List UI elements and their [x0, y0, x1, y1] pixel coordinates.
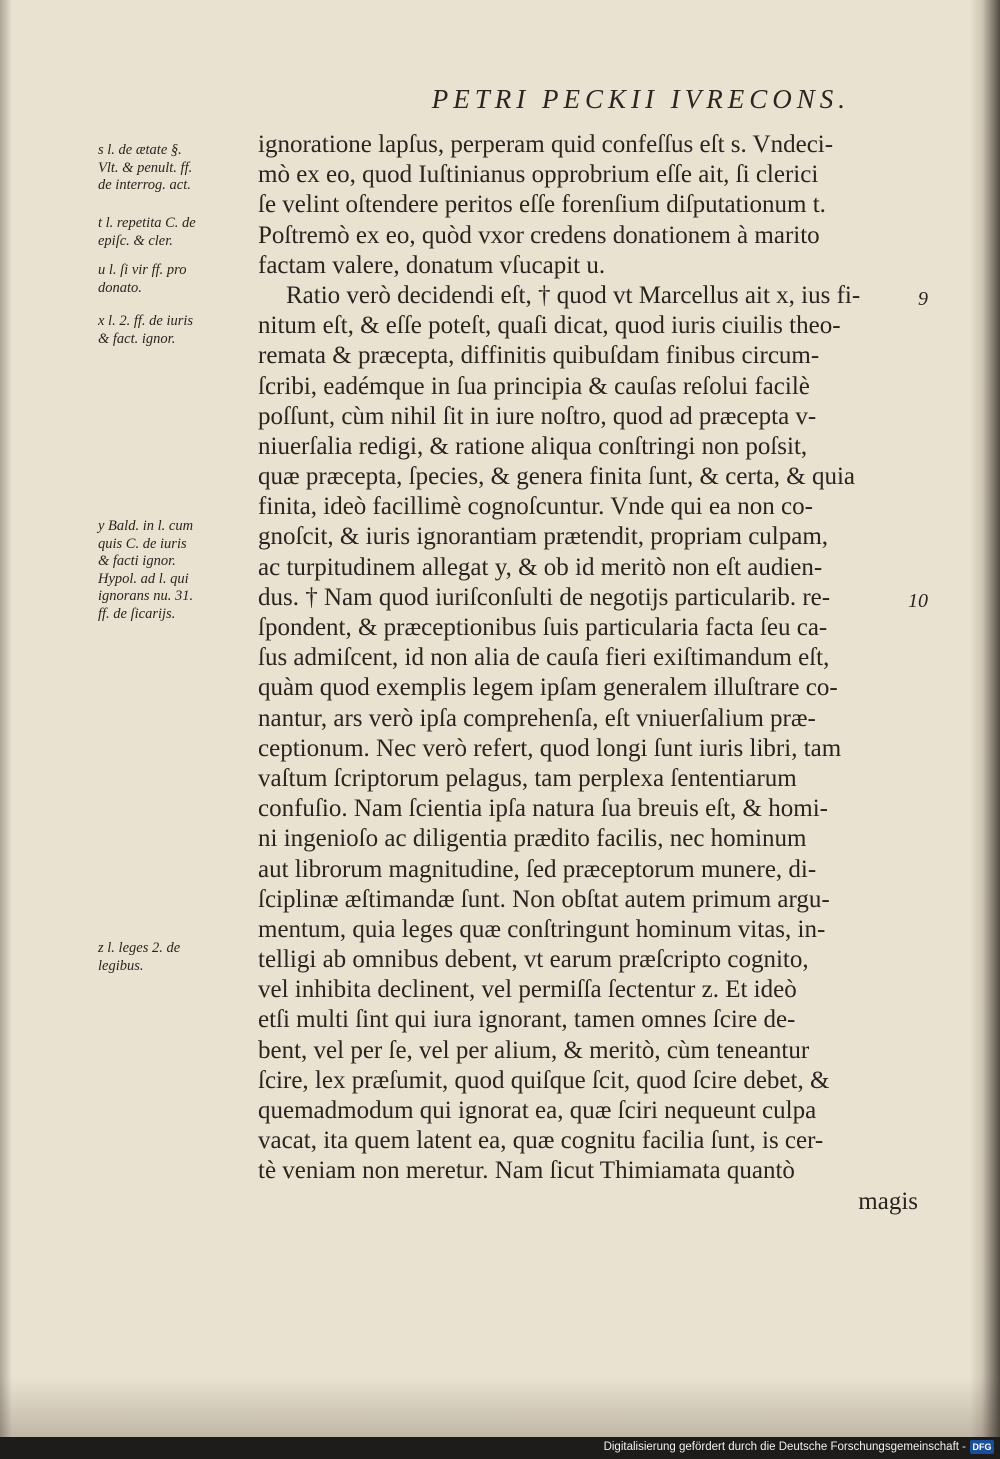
page-bottom-shadow: [0, 1377, 1000, 1437]
text-line: mò ex eo, quod Iuſtinianus opprobrium eſſe ait, ſi clerici: [258, 161, 819, 189]
text-line: quàm quod exemplis legem ipſam generalem illuſtrare co-: [258, 674, 838, 702]
text-line: Ratio verò decidendi eſt, † quod vt Marcellus ait x, ius fi-: [286, 281, 861, 309]
marginal-note-line: s l. de ætate §.: [98, 142, 182, 158]
text-line: finita, ideò facillimè cognoſcuntur. Vnde qui ea non co-: [258, 493, 813, 521]
text-line: ceptionum. Nec verò refert, quod longi ſunt iuris libri, tam: [258, 734, 842, 762]
marginal-note-line: x l. 2. ff. de iuris: [98, 313, 194, 329]
marginal-note-line: epiſc. & cler.: [98, 232, 173, 249]
text-line: ſcribi, eadémque in ſua principia & cauſas reſolui facilè: [258, 372, 810, 400]
text-line: quemadmodum qui ignorat ea, quæ ſciri nequeunt culpa: [258, 1097, 817, 1124]
marginal-note-line: & facti ignor.: [98, 553, 176, 569]
text-line: confuſio. Nam ſcientia ipſa natura ſua breuis eſt, & homi-: [258, 795, 828, 823]
text-line: niuerſalia redigi, & ratione aliqua conſtringi non poſsit,: [258, 432, 808, 460]
text-line: remata & præcepta, diffinitis quibuſdam finibus circum-: [258, 342, 820, 370]
book-spine-shadow: [970, 0, 1000, 1437]
marginal-note-line: Hypol. ad l. qui: [98, 570, 189, 587]
main-text-block: [258, 130, 918, 1217]
text-line: dus. † Nam quod iuriſconſulti de negotijs particularib. re-: [258, 583, 831, 611]
text-line: poſſunt, cùm nihil ſit in iure noſtro, quod ad præcepta v-: [258, 402, 817, 430]
text-line: vacat, ita quem latent ea, quæ cognitu facilia ſunt, is cer-: [258, 1127, 824, 1155]
marginal-note-line: z l. leges 2. de: [98, 940, 181, 956]
text-line: vel inhibita declinent, vel permiſſa ſectentur z. Et ideò: [258, 976, 797, 1004]
text-line: ignoratione lapſus, perperam quid confeſſus eſt s. Vndeci-: [258, 131, 834, 158]
text-line: ſpondent, & præceptionibus ſuis particularia facta ſeu ca-: [258, 614, 828, 641]
text-line: quæ præcepta, ſpecies, & genera finita ſunt, & certa, & quia: [258, 463, 856, 491]
catchword: magis: [858, 1187, 918, 1215]
text-line: ſe velint oſtendere peritos eſſe forenſium diſputationum t.: [258, 191, 826, 219]
text-line: Poſtremò ex eo, quòd vxor credens donationem à marito: [258, 221, 820, 249]
marginal-note-line: u l. ſi vir ff. pro: [98, 262, 187, 278]
text-line: nantur, ars verò ipſa comprehenſa, eſt vniuerſalium præ-: [258, 704, 816, 732]
text-line: telligi ab omnibus debent, vt earum præſcripto cognito,: [258, 946, 809, 974]
marginal-note-line: quis C. de iuris: [98, 535, 187, 552]
marginal-note-line: y Bald. in l. cum: [98, 518, 194, 534]
section-number: 10: [908, 590, 928, 612]
text-line: tè veniam non meretur. Nam ſicut Thimiamata quantò: [258, 1157, 795, 1185]
marginal-note-line: ff. de ſicarijs.: [98, 605, 176, 622]
marginal-note-y: [98, 518, 258, 623]
marginal-note-u: [98, 262, 258, 297]
section-number: 9: [918, 288, 928, 310]
text-line: nitum eſt, & eſſe poteſt, quaſi dicat, quod iuris ciuilis theo-: [258, 312, 841, 340]
marginal-note-line: de interrog. act.: [98, 177, 191, 193]
text-line: etſi multi ſint qui iura ignorant, tamen omnes ſcire de-: [258, 1006, 796, 1034]
text-line: gnoſcit, & iuris ignorantiam prætendit, propriam culpam,: [258, 523, 829, 551]
text-line: mentum, quia leges quæ conſtringunt hominum vitas, in-: [258, 915, 826, 943]
text-line: ni ingenioſo ac diligentia prædito facilis, nec hominum: [258, 825, 807, 853]
text-line: ſciplinæ æſtimandæ ſunt. Non obſtat autem primum argu-: [258, 885, 830, 913]
text-line: factam valere, donatum vſucapit u.: [258, 251, 606, 279]
text-line: aut librorum magnitudine, ſed præceptorum munere, di-: [258, 855, 817, 883]
marginal-note-line: ignorans nu. 31.: [98, 588, 194, 604]
marginal-note-x: [98, 313, 258, 348]
digitization-credit: Digitalisierung gefördert durch die Deutsche Forschungsgemeinschaft -: [603, 1441, 966, 1453]
marginal-note-line: legibus.: [98, 957, 144, 974]
text-line: bent, vel per ſe, vel per alium, & meritò, cùm teneantur: [258, 1036, 810, 1064]
marginal-note-z: [98, 940, 258, 975]
marginal-note-line: & fact. ignor.: [98, 330, 176, 347]
page-edge-shadow: [0, 0, 12, 1437]
marginal-note-line: Vlt. & penult. ff.: [98, 159, 193, 176]
text-line: ſcire, lex præſumit, quod quiſque ſcit, quod ſcire debet, &: [258, 1066, 830, 1094]
dfg-logo-icon: DFG: [970, 1440, 994, 1454]
marginal-note-t: [98, 215, 258, 250]
text-line: ſus admiſcent, id non alia de cauſa fieri exiſtimandum eſt,: [258, 644, 830, 672]
running-title: PETRI PECKII IVRECONS.: [431, 84, 850, 114]
marginal-note-line: t l. repetita C. de: [98, 215, 196, 231]
marginal-note-line: donato.: [98, 279, 142, 296]
text-line: vaſtum ſcriptorum pelagus, tam perplexa ſententiarum: [258, 764, 797, 792]
text-line: ac turpitudinem allegat y, & ob id meritò non eſt audien-: [258, 553, 823, 581]
marginal-note-s: [98, 142, 258, 195]
